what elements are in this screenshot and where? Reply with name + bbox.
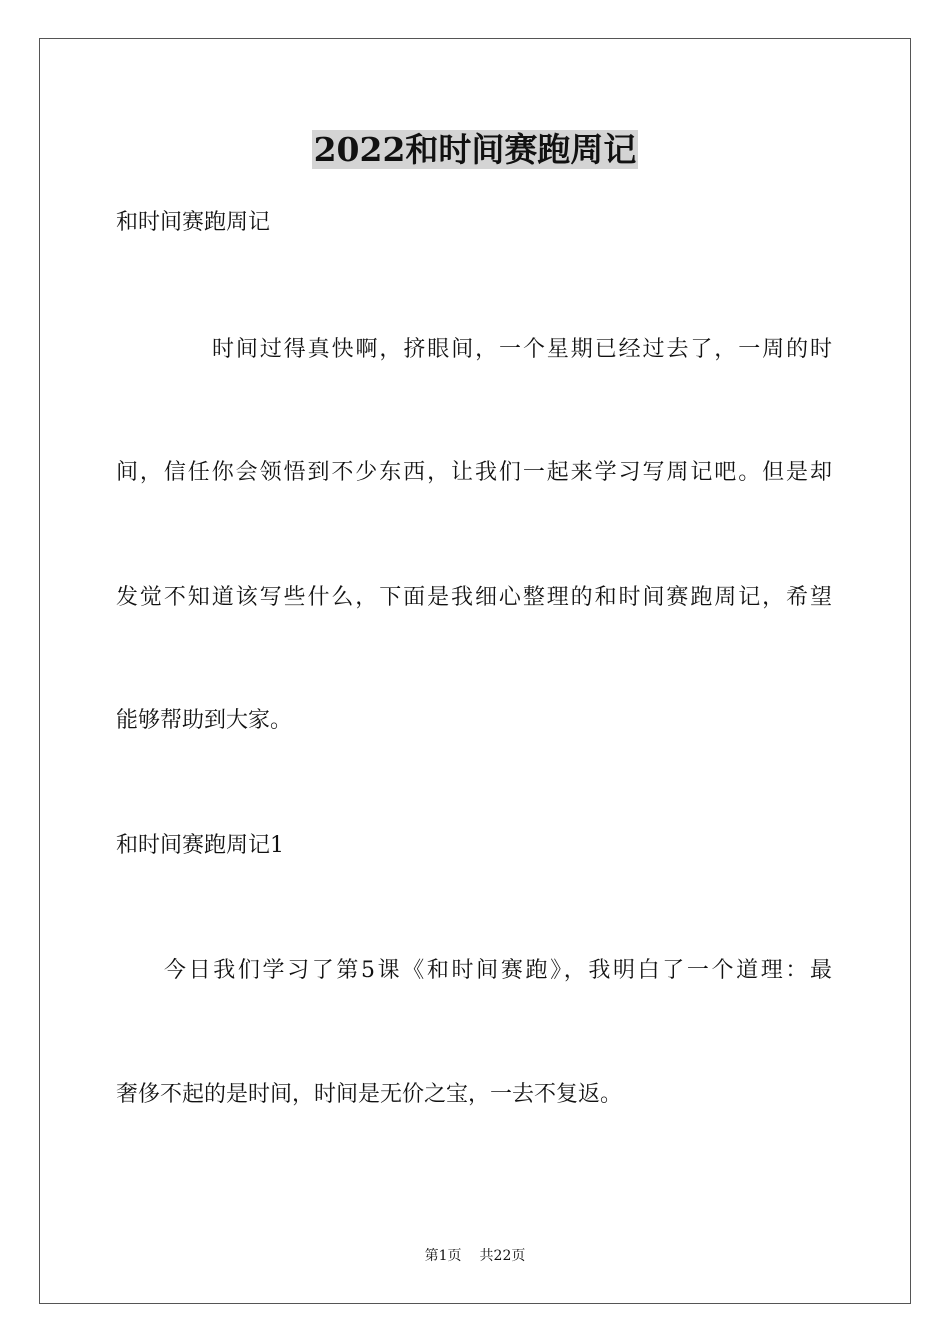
- paragraph-line-1: 时间过得真快啊，挤眼间，一个星期已经过去了，一周的时: [212, 337, 832, 362]
- subtitle-line: 和时间赛跑周记: [116, 210, 271, 235]
- paragraph-line-6: 奢侈不起的是时间，时间是无价之宝，一去不复返。: [116, 1082, 623, 1107]
- document-title-text: 2022和时间赛跑周记: [313, 130, 637, 169]
- paragraph-line-2: 间，信任你会领悟到不少东西，让我们一起来学习写周记吧。但是却: [116, 460, 832, 485]
- page-footer: [0, 1246, 950, 1266]
- paragraph-line-3: 发觉不知道该写些什么，下面是我细心整理的和时间赛跑周记，希望: [116, 585, 832, 610]
- paragraph-line-4: 能够帮助到大家。: [116, 708, 293, 733]
- page-number: 第1页: [424, 1248, 462, 1264]
- document-title: [0, 128, 950, 172]
- section-heading: 和时间赛跑周记1: [116, 833, 284, 858]
- paragraph-line-5: 今日我们学习了第5课《和时间赛跑》，我明白了一个道理：最: [164, 958, 832, 983]
- page-total: 共22页: [479, 1248, 526, 1264]
